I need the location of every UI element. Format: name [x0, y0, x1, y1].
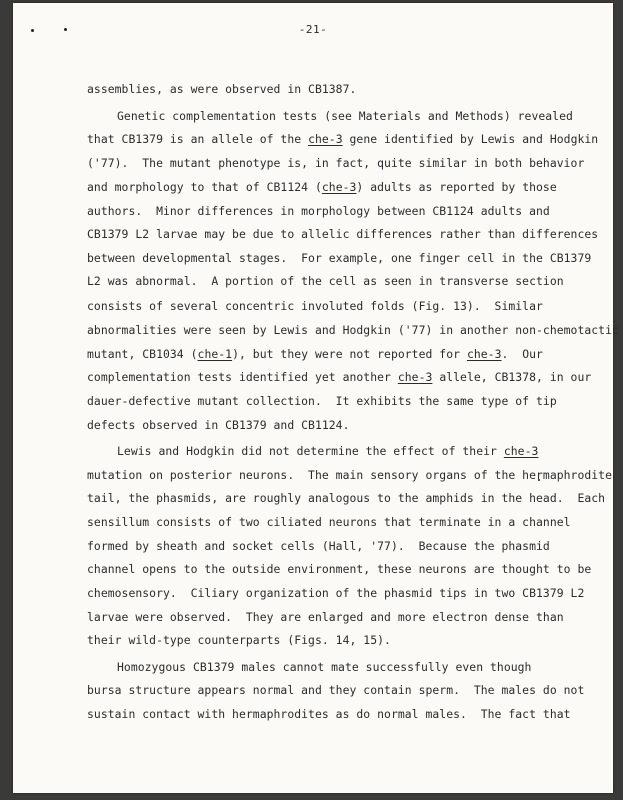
- typed-page: [13, 3, 619, 793]
- text-line: defects observed in CB1379 and CB1124.: [87, 418, 350, 432]
- text-line: complementation tests identified yet another che-3 allele, CB1378, in our: [87, 370, 592, 384]
- text-line: larvae were observed. They are enlarged and more electron dense than: [87, 610, 564, 624]
- text-line: sensillum consists of two ciliated neurons that terminate in a channel: [87, 515, 571, 529]
- gene-name-underlined: che-3: [397, 370, 433, 384]
- page-number: -21-: [298, 23, 328, 36]
- text-line: authors. Minor differences in morphology between CB1124 adults and: [87, 204, 550, 218]
- text-line: Lewis and Hodgkin did not determine the effect of their che-3: [117, 444, 539, 458]
- gene-name-underlined: che-1: [197, 347, 233, 361]
- text-line: mutation on posterior neurons. The main sensory organs of the hermaphrodite: [87, 468, 612, 482]
- text-line: mutant, CB1034 (che-1), but they were not reported for che-3. Our: [87, 347, 543, 361]
- text-line: between developmental stages. For example, one finger cell in the CB1379: [87, 251, 592, 265]
- text-line: Genetic complementation tests (see Materials and Methods) revealed: [117, 109, 573, 123]
- gene-name-underlined: che-3: [321, 180, 357, 194]
- text-line: Homozygous CB1379 males cannot mate successfully even though: [117, 660, 532, 674]
- text-line: L2 was abnormal. A portion of the cell as seen in transverse section: [87, 274, 564, 288]
- text-line: formed by sheath and socket cells (Hall, '77). Because the phasmid: [87, 539, 550, 553]
- gene-name-underlined: che-3: [308, 132, 343, 146]
- text-line: that CB1379 is an allele of the che-3 gene identified by Lewis and Hodgkin: [87, 132, 599, 146]
- text-line: abnormalities were seen by Lewis and Hodgkin ('77) in another non-chemotactic: [87, 323, 619, 337]
- text-line: chemosensory. Ciliary organization of the phasmid tips in two CB1379 L2: [87, 586, 585, 600]
- text-line: their wild-type counterparts (Figs. 14, 15).: [87, 633, 391, 647]
- text-line: CB1379 L2 larvae may be due to allelic differences rather than differences: [87, 227, 599, 241]
- text-line: assemblies, as were observed in CB1387.: [87, 82, 357, 96]
- gene-name-underlined: che-3: [466, 347, 502, 361]
- text-line: channel opens to the outside environment, these neurons are thought to be: [87, 562, 592, 576]
- text-line: consists of several concentric involuted folds (Fig. 13). Similar: [87, 299, 543, 313]
- text-line: and morphology to that of CB1124 (che-3) adults as reported by those: [87, 180, 557, 194]
- text-line: sustain contact with hermaphrodites as do normal males. The fact that: [87, 707, 571, 721]
- gene-name-underlined: che-3: [503, 444, 539, 458]
- text-line: tail, the phasmids, are roughly analogous to the amphids in the head. Each: [87, 491, 606, 505]
- text-line: bursa structure appears normal and they contain sperm. The males do not: [87, 683, 585, 697]
- text-line: ('77). The mutant phenotype is, in fact, quite similar in both behavior: [87, 156, 585, 170]
- text-line: dauer-defective mutant collection. It exhibits the same type of tip: [87, 394, 557, 408]
